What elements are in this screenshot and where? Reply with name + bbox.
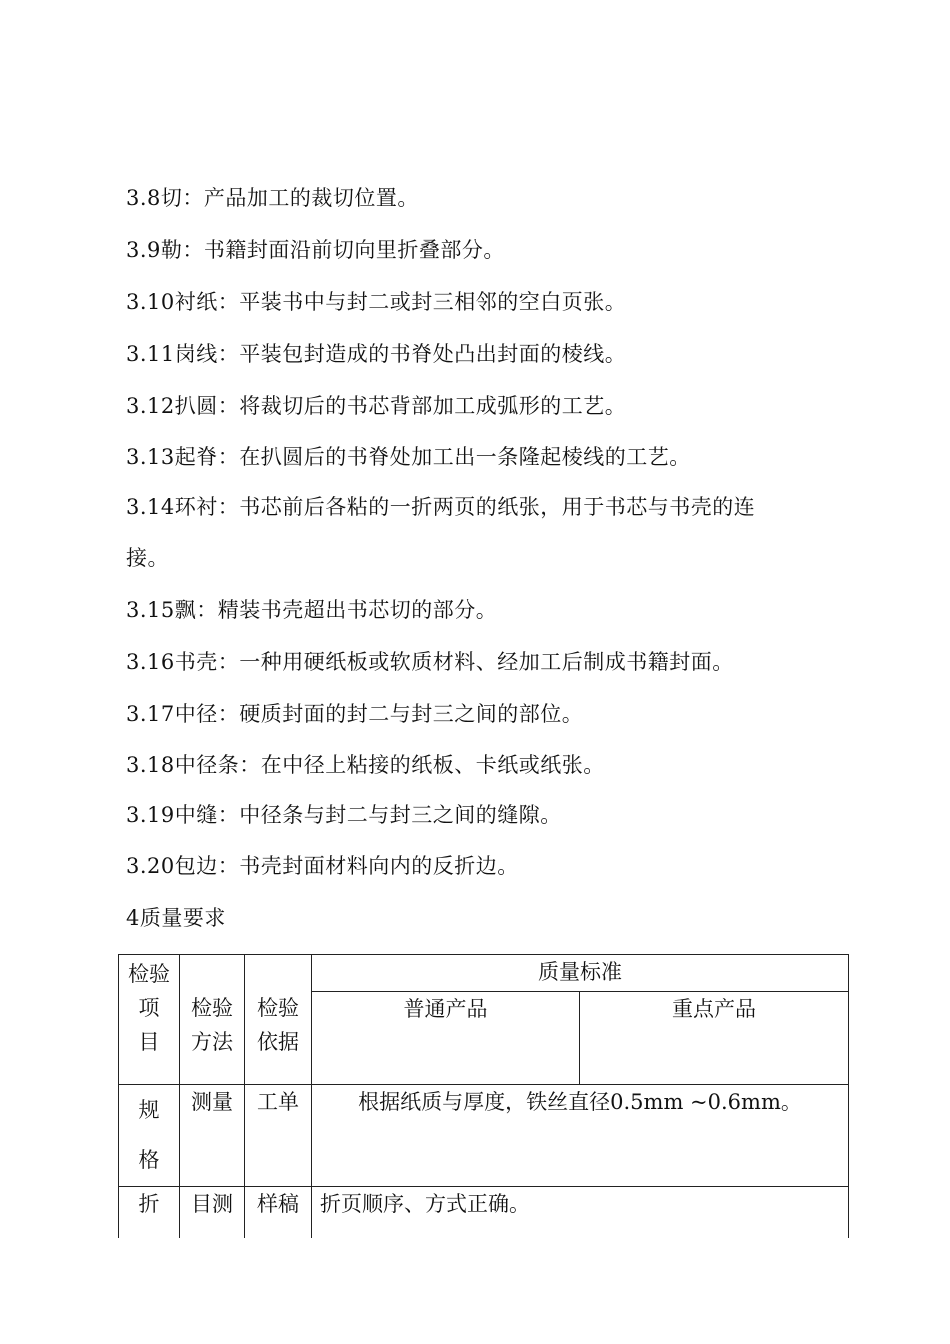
row-basis: 样稿 <box>245 1187 312 1247</box>
row-method: 目测 <box>180 1187 245 1247</box>
header-inspection-item: 检验 项 目 <box>119 955 180 1085</box>
definition-3-14: 3.14环衬：书芯前后各粘的一折两页的纸张，用于书芯与书壳的连 <box>126 495 756 519</box>
definition-3-16: 3.16书壳：一种用硬纸板或软质材料、经加工后制成书籍封面。 <box>126 650 734 674</box>
definition-3-11: 3.11岗线：平装包封造成的书脊处凸出封面的棱线。 <box>126 342 627 366</box>
header-quality-standard: 质量标准 <box>312 955 849 992</box>
header-key-product: 重点产品 <box>580 992 849 1085</box>
table-header-row <box>119 955 849 992</box>
definition-3-19: 3.19中缝：中径条与封二与封三之间的缝隙。 <box>126 803 562 827</box>
section-title: 4质量要求 <box>126 906 226 930</box>
definition-3-17: 3.17中径：硬质封面的封二与封三之间的部位。 <box>126 702 584 726</box>
row-standard: 根据纸质与厚度，铁丝直径0.5mm ~0.6mm。 <box>312 1085 849 1187</box>
quality-table <box>118 954 849 1247</box>
row-item: 规 格 <box>119 1085 180 1187</box>
page-bottom-margin <box>0 1238 950 1344</box>
definition-3-9: 3.9勒：书籍封面沿前切向里折叠部分。 <box>126 238 505 262</box>
definition-3-8: 3.8切：产品加工的裁切位置。 <box>126 186 419 210</box>
row-item: 折 <box>119 1187 180 1247</box>
definition-3-13: 3.13起脊：在扒圆后的书脊处加工出一条隆起棱线的工艺。 <box>126 445 691 469</box>
header-inspection-method: 检验 方法 <box>180 955 245 1085</box>
row-method: 测量 <box>180 1085 245 1187</box>
definition-3-20: 3.20包边：书壳封面材料向内的反折边。 <box>126 854 519 878</box>
definition-3-18: 3.18中径条：在中径上粘接的纸板、卡纸或纸张。 <box>126 753 605 777</box>
definition-3-15: 3.15飘：精装书壳超出书芯切的部分。 <box>126 598 498 622</box>
header-normal-product: 普通产品 <box>312 992 580 1085</box>
row-standard: 折页顺序、方式正确。 <box>312 1187 849 1247</box>
header-inspection-basis: 检验 依据 <box>245 955 312 1085</box>
row-basis: 工单 <box>245 1085 312 1187</box>
definition-3-12: 3.12扒圆：将裁切后的书芯背部加工成弧形的工艺。 <box>126 394 627 418</box>
definition-3-14-continued: 接。 <box>126 546 169 570</box>
definition-3-10: 3.10衬纸：平装书中与封二或封三相邻的空白页张。 <box>126 290 627 314</box>
table-row <box>119 1085 849 1187</box>
